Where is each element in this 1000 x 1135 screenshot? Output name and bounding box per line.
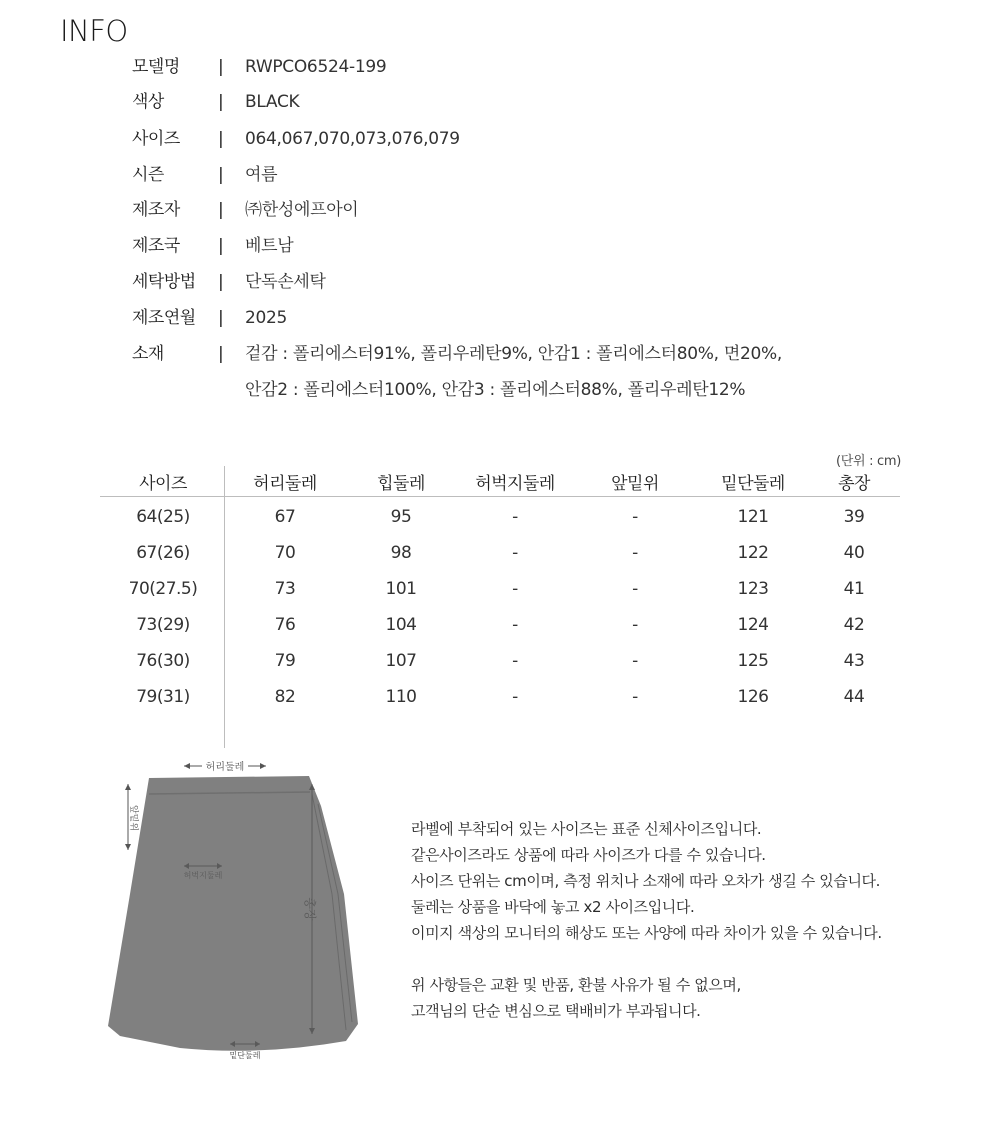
note-line: 위 사항들은 교환 및 반품, 환불 사유가 될 수 없으며, bbox=[411, 976, 741, 994]
info-value: 064,067,070,073,076,079 bbox=[245, 129, 460, 149]
info-separator: | bbox=[218, 129, 224, 149]
table-row bbox=[100, 677, 900, 713]
length-label: 총장 bbox=[303, 897, 317, 921]
note-spacer bbox=[411, 946, 882, 972]
table-cell: 107 bbox=[385, 651, 417, 671]
info-label: 제조자 bbox=[132, 200, 180, 220]
table-cell: - bbox=[512, 579, 518, 599]
table-cell: - bbox=[632, 651, 638, 671]
waist-label: 허리둘레 bbox=[205, 762, 245, 773]
arrow-right-icon bbox=[260, 763, 266, 769]
table-cell: 95 bbox=[390, 507, 412, 527]
table-header-cell: 밑단둘레 bbox=[721, 474, 785, 494]
table-header-cell: 총장 bbox=[838, 474, 870, 494]
table-cell: - bbox=[632, 507, 638, 527]
table-row bbox=[100, 605, 900, 641]
info-separator: | bbox=[218, 272, 224, 292]
table-cell: - bbox=[632, 579, 638, 599]
table-header bbox=[100, 466, 900, 497]
table-cell: 82 bbox=[274, 687, 296, 707]
arrow-down-icon bbox=[125, 844, 131, 850]
table-cell: 122 bbox=[737, 543, 769, 563]
table-cell: - bbox=[512, 687, 518, 707]
info-label: 제조연월 bbox=[132, 308, 196, 328]
table-header-cell: 허리둘레 bbox=[253, 474, 317, 494]
info-value: 2025 bbox=[245, 308, 288, 328]
note-line: 둘레는 상품을 바닥에 놓고 x2 사이즈입니다. bbox=[411, 898, 695, 916]
table-cell: 121 bbox=[737, 507, 769, 527]
info-label: 색상 bbox=[132, 92, 164, 112]
table-cell: 70(27.5) bbox=[128, 579, 198, 599]
unit-label: (단위 : cm) bbox=[836, 454, 902, 469]
info-separator: | bbox=[218, 344, 224, 364]
table-cell: - bbox=[512, 651, 518, 671]
table-cell: 125 bbox=[737, 651, 769, 671]
arrow-left-icon bbox=[184, 763, 190, 769]
table-cell: 41 bbox=[843, 579, 865, 599]
table-cell: 79 bbox=[274, 651, 296, 671]
info-label: 모델명 bbox=[132, 57, 180, 77]
table-cell: - bbox=[632, 615, 638, 635]
size-table bbox=[100, 466, 900, 713]
note-line: 라벨에 부착되어 있는 사이즈는 표준 신체사이즈입니다. bbox=[411, 820, 762, 838]
table-cell: - bbox=[632, 687, 638, 707]
hem-label: 밑단둘레 bbox=[229, 1051, 261, 1060]
table-cell: - bbox=[512, 543, 518, 563]
table-header-cell: 힙둘레 bbox=[377, 474, 425, 494]
info-label: 소재 bbox=[132, 344, 164, 364]
table-header-cell: 허벅지둘레 bbox=[475, 474, 555, 494]
info-separator: | bbox=[218, 200, 224, 220]
table-cell: 104 bbox=[385, 615, 417, 635]
table-cell: 43 bbox=[843, 651, 865, 671]
table-cell: 98 bbox=[390, 543, 412, 563]
table-row bbox=[100, 497, 900, 533]
rise-label: 앞밑위 bbox=[128, 804, 138, 832]
info-label: 시즌 bbox=[132, 165, 164, 185]
info-value: BLACK bbox=[245, 92, 300, 112]
table-cell: 124 bbox=[737, 615, 769, 635]
note-line: 고객님의 단순 변심으로 택배비가 부과됩니다. bbox=[411, 1002, 701, 1020]
info-value: 단독손세탁 bbox=[245, 272, 326, 292]
table-row bbox=[100, 641, 900, 677]
table-row bbox=[100, 533, 900, 569]
info-value: 베트남 bbox=[245, 236, 294, 256]
info-value: 안감2 : 폴리에스터100%, 안감3 : 폴리에스터88%, 폴리우레탄12% bbox=[245, 380, 746, 400]
table-cell: 42 bbox=[843, 615, 865, 635]
arrow-up-icon bbox=[125, 784, 131, 790]
table-cell: 126 bbox=[737, 687, 769, 707]
info-separator: | bbox=[218, 165, 224, 185]
table-cell: 123 bbox=[737, 579, 769, 599]
page-title: INFO bbox=[60, 14, 128, 48]
table-cell: 79(31) bbox=[136, 687, 190, 707]
table-cell: - bbox=[632, 543, 638, 563]
table-header-cell: 사이즈 bbox=[139, 474, 187, 494]
size-notes bbox=[411, 816, 882, 1024]
info-value: 여름 bbox=[245, 165, 278, 185]
info-separator: | bbox=[218, 57, 224, 77]
info-separator: | bbox=[218, 236, 224, 256]
thigh-label: 허벅지둘레 bbox=[183, 871, 223, 880]
info-label: 제조국 bbox=[132, 236, 180, 256]
note-line: 같은사이즈라도 상품에 따라 사이즈가 다를 수 있습니다. bbox=[411, 846, 766, 864]
table-cell: - bbox=[512, 507, 518, 527]
table-cell: 39 bbox=[843, 507, 865, 527]
note-line: 사이즈 단위는 cm이며, 측정 위치나 소재에 따라 오차가 생길 수 있습니다. bbox=[411, 872, 880, 890]
skirt-diagram bbox=[100, 754, 370, 1069]
info-separator: | bbox=[218, 92, 224, 112]
table-row bbox=[100, 569, 900, 605]
note-line: 이미지 색상의 모니터의 해상도 또는 사양에 따라 차이가 있을 수 있습니다. bbox=[411, 924, 882, 942]
table-cell: 67(26) bbox=[136, 543, 190, 563]
table-cell: 73(29) bbox=[136, 615, 190, 635]
table-cell: - bbox=[512, 615, 518, 635]
info-label: 사이즈 bbox=[132, 129, 180, 149]
table-cell: 73 bbox=[274, 579, 296, 599]
table-cell: 70 bbox=[274, 543, 296, 563]
table-cell: 101 bbox=[385, 579, 417, 599]
table-header-cell: 앞밑위 bbox=[611, 474, 659, 494]
table-cell: 110 bbox=[385, 687, 417, 707]
info-label: 세탁방법 bbox=[132, 272, 196, 292]
table-cell: 40 bbox=[843, 543, 865, 563]
table-cell: 76(30) bbox=[136, 651, 190, 671]
table-cell: 76 bbox=[274, 615, 296, 635]
info-value: ㈜한성에프아이 bbox=[245, 200, 359, 220]
table-cell: 44 bbox=[843, 687, 865, 707]
info-value: RWPCO6524-199 bbox=[245, 57, 387, 77]
info-separator: | bbox=[218, 308, 224, 328]
table-cell: 67 bbox=[274, 507, 296, 527]
table-cell: 64(25) bbox=[136, 507, 190, 527]
info-value: 겉감 : 폴리에스터91%, 폴리우레탄9%, 안감1 : 폴리에스터80%, 면20%, bbox=[245, 344, 782, 364]
